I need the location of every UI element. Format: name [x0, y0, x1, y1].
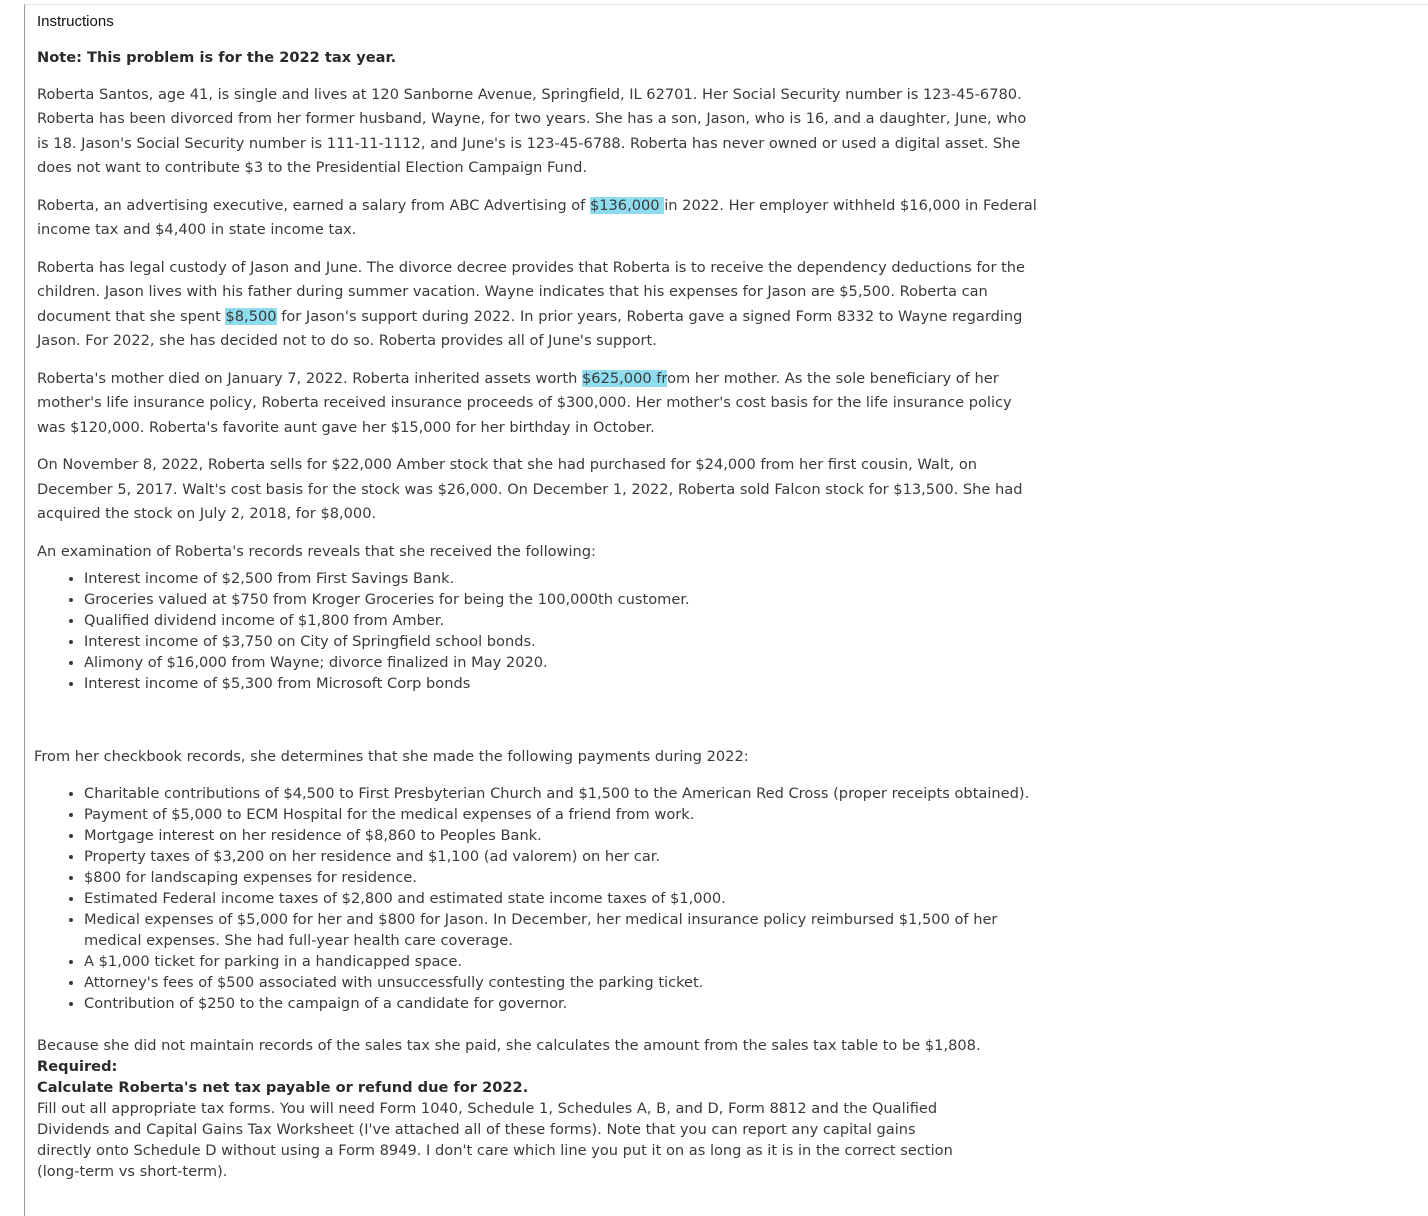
list-item: • A $1,000 ticket for parking in a handicapped space. [84, 951, 1044, 972]
list-item: • Interest income of $2,500 from First Savings Bank. [84, 568, 1037, 589]
stock-sales-paragraph: On November 8, 2022, Roberta sells for $22,000 Amber stock that she had purchased for $24,000 from her first cousin, Walt, on December 5, 2017. Walt's cost basis for the stock was $26,000. On December 1, 2022, Roberta sold Falcon stock for $13,500. She had acquired the stock on July 2, 2018, for $8,000. [37, 456, 1023, 522]
list-item: • Property taxes of $3,200 on her residence and $1,100 (ad valorem) on her car. [84, 846, 1044, 867]
examination-intro: An examination of Roberta's records reveals that she received the following: [37, 542, 596, 560]
forms-line-2: Dividends and Capital Gains Tax Worksheet (I've attached all of these forms). Note that you can report any capital gains [37, 1121, 916, 1138]
payments-list [34, 783, 1044, 1014]
custody-paragraph [37, 256, 1037, 354]
inheritance-highlight[interactable]: $625,000 fr [582, 369, 668, 387]
list-item: • Mortgage interest on her residence of $8,860 to Peoples Bank. [84, 825, 1044, 846]
payments-section [34, 745, 1044, 1014]
forms-line-3: directly onto Schedule D without using a Form 8949. I don't care which line you put it on as long as it is in the correct section [37, 1142, 953, 1159]
list-item: • Qualified dividend income of $1,800 from Amber. [84, 610, 1037, 631]
salary-paragraph [37, 194, 1037, 243]
forms-line-4: (long-term vs short-term). [37, 1163, 228, 1180]
panel-title: Instructions [37, 13, 114, 30]
list-item: • Payment of $5,000 to ECM Hospital for the medical expenses of a friend from work. [84, 804, 1044, 825]
required-label: Required: [37, 1058, 118, 1075]
instructions-content [37, 46, 1037, 694]
list-item: • Attorney's fees of $500 associated with unsuccessfully contesting the parking ticket. [84, 972, 1044, 993]
inheritance-text-after: om her mother. As the sole beneficiary of her mother's life insurance policy, Roberta received insurance proceeds of $300,000. Her mother's cost basis for the life insurance policy was $120,000. Roberta's favorite aunt gave her $15,000 for her birthday in October. [37, 369, 1012, 436]
list-item: • Medical expenses of $5,000 for her and $800 for Jason. In December, her medical insurance policy reimbursed $1,500 of her medical expenses. She had full-year health care coverage. [84, 909, 1044, 951]
required-text: Calculate Roberta's net tax payable or refund due for 2022. [37, 1079, 529, 1096]
salary-text-after: in 2022. Her employer withheld $16,000 in Federal income tax and $4,400 in state income tax. [37, 196, 1037, 238]
list-item: • $800 for landscaping expenses for residence. [84, 867, 1044, 888]
list-item: • Interest income of $5,300 from Microsoft Corp bonds [84, 673, 1037, 694]
tax-year-note: Note: This problem is for the 2022 tax year. [37, 49, 397, 66]
support-amount-highlight[interactable]: $8,500 [225, 307, 277, 325]
taxpayer-info-paragraph: Roberta Santos, age 41, is single and lives at 120 Sanborne Avenue, Springfield, IL 62701. Her Social Security number is 123-45-6780. Roberta has been divorced from her former husband, Wayne, for two years. She has a son, Jason, who is 16, and a daughter, June, who is 18. Jason's Social Security number is 111-11-1112, and June's is 123-45-6788. Roberta has never owned or used a digital asset. She does not want to contribute $3 to the Presidential Election Campaign Fund. [37, 85, 1027, 176]
salary-highlight[interactable]: $136,000 [589, 196, 665, 214]
required-section [37, 1035, 1047, 1182]
inheritance-text-before: Roberta's mother died on January 7, 2022. Roberta inherited assets worth [37, 369, 582, 387]
salary-text-before: Roberta, an advertising executive, earned a salary from ABC Advertising of [37, 196, 590, 214]
list-item: • Estimated Federal income taxes of $2,800 and estimated state income taxes of $1,000. [84, 888, 1044, 909]
inheritance-paragraph [37, 367, 1037, 441]
list-item: • Contribution of $250 to the campaign of a candidate for governor. [84, 993, 1044, 1014]
income-list [37, 568, 1037, 694]
custody-text-before: Roberta has legal custody of Jason and June. The divorce decree provides that Roberta is to receive the dependency deductions for the children. Jason lives with his father during summer vacation. Wayne indicates that his expenses for Jason are $5,500. Roberta can document that she spent [37, 258, 1026, 325]
custody-text-after: for Jason's support during 2022. In prior years, Roberta gave a signed Form 8332 to Wayne regarding Jason. For 2022, she has decided not to do so. Roberta provides all of June's support. [37, 307, 1023, 349]
list-item: • Groceries valued at $750 from Kroger Groceries for being the 100,000th customer. [84, 589, 1037, 610]
list-item: • Charitable contributions of $4,500 to First Presbyterian Church and $1,500 to the American Red Cross (proper receipts obtained). [84, 783, 1044, 804]
list-item: • Interest income of $3,750 on City of Springfield school bonds. [84, 631, 1037, 652]
payments-intro: From her checkbook records, she determines that she made the following payments during 2022: [34, 748, 749, 765]
forms-line-1: Fill out all appropriate tax forms. You will need Form 1040, Schedule 1, Schedules A, B, and D, Form 8812 and the Qualified [37, 1100, 938, 1117]
list-item: • Alimony of $16,000 from Wayne; divorce finalized in May 2020. [84, 652, 1037, 673]
sales-tax-text: Because she did not maintain records of the sales tax she paid, she calculates the amount from the sales tax table to be $1,808. [37, 1037, 981, 1054]
